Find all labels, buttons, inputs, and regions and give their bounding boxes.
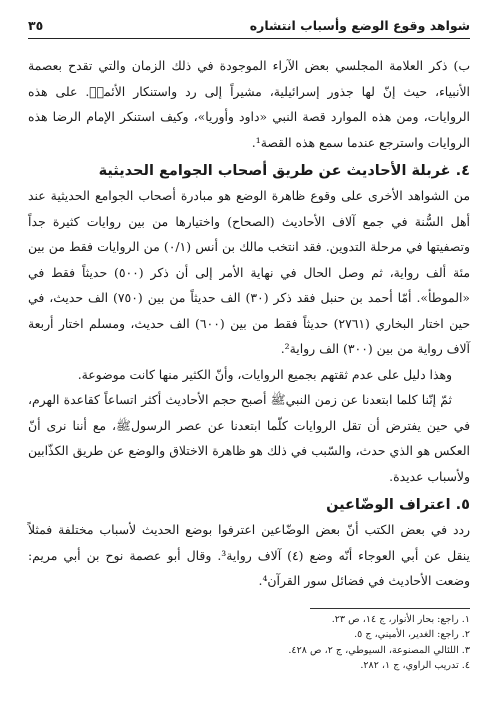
header-rule: [28, 38, 470, 39]
running-title: شواهد وقوع الوضع وأسباب انتشاره: [249, 17, 470, 33]
footnotes: [28, 608, 470, 674]
page-number: ٣٥: [28, 17, 44, 33]
paragraph-pyramid: ثمّ إنّنا كلما ابتعدنا عن زمن النبيﷺ أصبح حجم الأحاديث أكثر اتساعاً كقاعدة الهرم، في حين يفترض أن تقل الروايات كلّما ابتعدنا عن عصر الرسولﷺ، مع أننا نرى أنّ العكس هو الذي حدث، والسّبب في ذلك هو ظاهرة الاختلاق والوضع عن طريق الكذّابين ولأسباب عديدة.: [28, 392, 470, 484]
paragraph-hadith-collections: من الشواهد الأخرى على وقوع ظاهرة الوضع هو مبادرة أصحاب الجوامع الحديثية عند أهل السُّنة في جمع آلاف الأحاديث (الصحاح) واختيارها من بين روايات كثيرة جداً وتصفيتها في مرحلة التدوين. فقد انتخب مالك بن أنس (٠/١) من الروايات فقط من بين مئة ألف رواية، ثم وصل الحال في نهاية الأمر إلى أن ذكر (٥٠٠) حديثاً فقط في «الموطأ». أمّا أحمد بن حنبل فقد ذكر (٣٠) الف حديثاً من بين (٧٥٠) الف حديث، في حين اختار البخاري (٢٧٦١) حديثاً فقط من بين (٦٠٠) الف حديث، ومسلم اختار أربعة آلاف رواية من بين (٣٠٠) الف رواية².: [28, 188, 470, 356]
section-heading-5: ٥. اعتراف الوضّاعين: [326, 497, 470, 513]
footnote-1: ١. راجع: بحار الأنوار، ج ١٤، ص ٢٣.: [331, 613, 470, 625]
section-heading-4: ٤. غربلة الأحاديث عن طريق أصحاب الجوامع الحديثية: [98, 163, 470, 179]
footnote-3: ٣. اللئالي المصنوعة، السيوطي، ج ٢، ص ٤٢٨.: [288, 644, 470, 656]
footnote-rule: [310, 608, 470, 609]
footnote-2: ٢. راجع: الغدير، الأميني، ج ٥.: [354, 629, 470, 640]
footnote-4: ٤. تدريب الراوي، ج ١، ٢٨٢.: [360, 660, 470, 671]
page-header: [28, 14, 470, 36]
paragraph-fabricators: ردد في بعض الكتب أنّ بعض الوضّاعين اعترفوا بوضع الحديث لأسباب مختلفة فمثلاً ينقل عن أبي العوجاء أنّه وضع (٤) آلاف رواية³. وقال أبو عصمة نوح بن أبي مريم: وضعت الأحاديث في فضائل سور القرآن⁴.: [28, 522, 470, 588]
paragraph-evidence: وهذا دليل على عدم ثقتهم بجميع الروايات، وأنّ الكثير منها كانت موضوعة.: [77, 366, 452, 382]
book-page: [28, 14, 470, 674]
paragraph-b: ب) ذكر العلامة المجلسي بعض الآراء الموجودة في ذلك الزمان والتي تقدح بعصمة الأنبياء، حيث إنّ لها جذور إسرائيلية، مشيراً إلى رد واستنكار الأئمةؑ. على هذه الروايات، ومن هذه الموارد قصة النبي «داود وأوريا»، وكيف استنكر الإمام الرضا هذه الروايات واسترجع عندما سمع هذه القصة¹.: [28, 58, 470, 150]
